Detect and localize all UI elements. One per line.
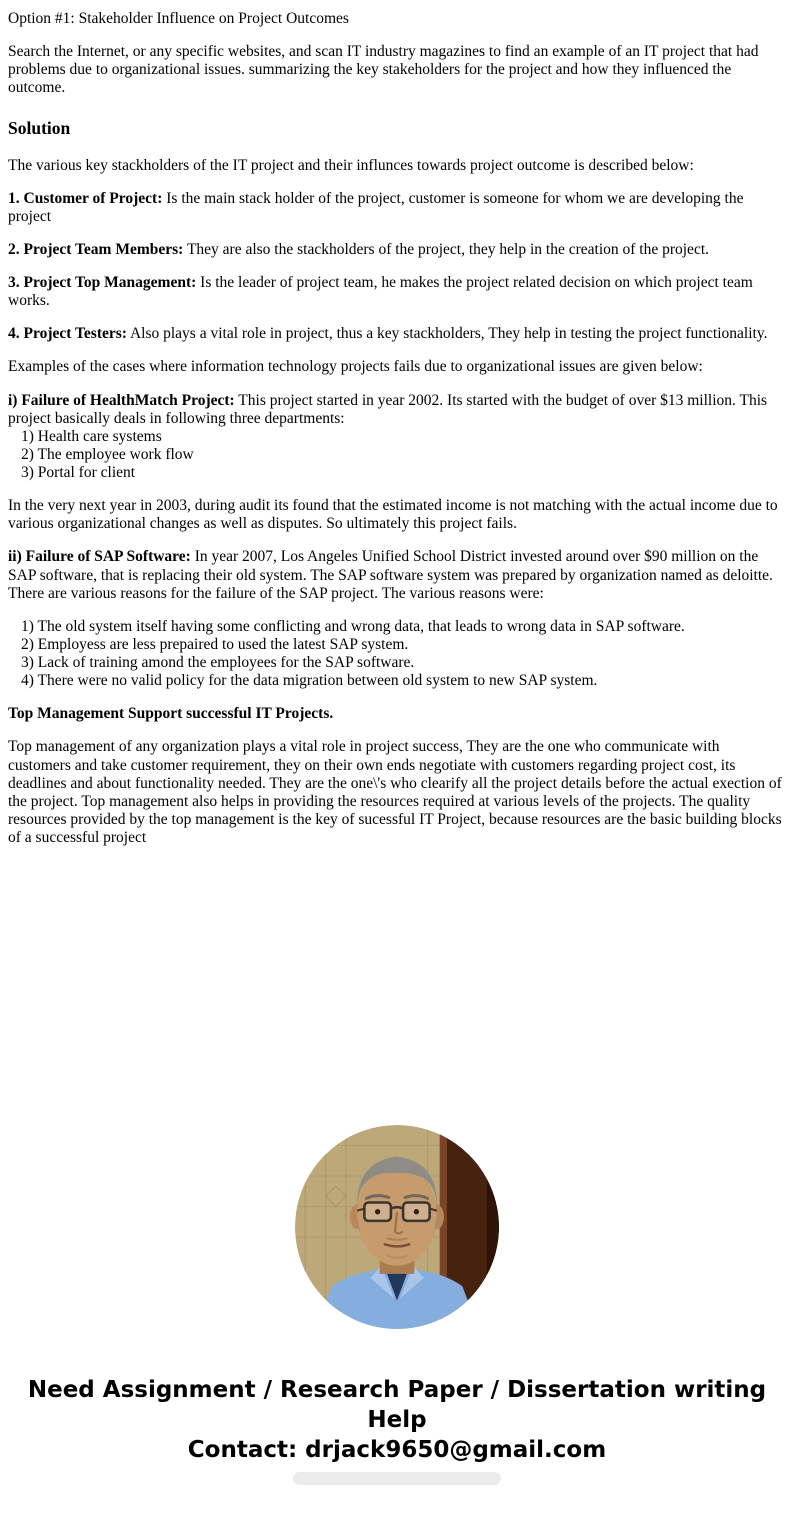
healthmatch-departments-list — [8, 428, 785, 482]
top-management-paragraph: Top management of any organization plays a vital role in project success, They are the one who communicate with customers and take customer requirement, they on their own ends negotiate with customers regarding project cost, its deadlines and about functionality needed. They are the one\'s who clearify all the project details before the actual exection of the project. Top management also helps in providing the resources required at various levels of the projects. The quality resources provided by the top management is the key of sucessful IT Project, because resources are the basic building blocks of a successful project — [8, 738, 782, 846]
stakeholder-top-management-label: 3. Project Top Management: — [8, 274, 197, 291]
person-photo-illustration — [295, 1125, 499, 1329]
example-healthmatch-label: i) Failure of HealthMatch Project: — [8, 391, 235, 409]
stakeholder-team-members-label: 2. Project Team Members: — [8, 240, 184, 258]
stakeholder-top-management-text: Is the leader of project team, he makes the project related decision on which project team works. — [8, 274, 753, 310]
list-item: 4) There were no valid policy for the data migration between old system to new SAP system. — [21, 672, 598, 690]
top-management-heading: Top Management Support successful IT Projects. — [8, 705, 334, 723]
list-item: 3) Lack of training amond the employees for the SAP software. — [21, 654, 415, 671]
footer-contact-email: Contact: drjack9650@gmail.com — [187, 1437, 607, 1464]
list-item: 3) Portal for client — [21, 464, 136, 481]
list-item: 1) The old system itself having some conflicting and wrong data, that leads to wrong data in SAP software. — [21, 617, 685, 635]
stakeholder-team-members — [8, 241, 785, 259]
stakeholder-testers-text: Also plays a vital role in project, thus a key stackholders, They help in testing the project functionality. — [129, 325, 768, 343]
example-healthmatch-text: This project started in year 2002. Its started with the budget of over $13 million. This project basically deals in following three departments: — [8, 391, 768, 427]
footer-help-text: Need Assignment / Research Paper / Dissertation writing Help — [27, 1377, 767, 1434]
solution-heading: Solution — [8, 117, 71, 138]
stakeholder-customer-text: Is the main stack holder of the project, customer is someone for whom we are developing the project — [8, 189, 744, 225]
sap-reasons-list — [8, 618, 785, 691]
example-sap-label: ii) Failure of SAP Software: — [8, 548, 191, 566]
page-title: Option #1: Stakeholder Influence on Project Outcomes — [8, 10, 349, 27]
example-healthmatch — [8, 392, 785, 428]
stakeholder-testers — [8, 325, 785, 343]
intro-paragraph: Search the Internet, or any specific websites, and scan IT industry magazines to find an example of an IT project that had problems due to organizational issues. summarizing the key stakeholders for the project and how they influenced the outcome. — [8, 43, 759, 97]
list-item: 2) Employess are less prepaired to used the latest SAP system. — [21, 635, 409, 653]
example-sap-text: In year 2007, Los Angeles Unified School District invested around over $90 million on the SAP software, that is replacing their old system. The SAP software system was prepared by organization named as deloitte. There are various reasons for the failure of the SAP project. The various reasons were: — [8, 548, 773, 602]
solution-intro: The various key stackholders of the IT project and their influnces towards project outcome is described below: — [8, 156, 694, 174]
stakeholder-customer-label: 1. Customer of Project: — [8, 189, 163, 207]
stakeholder-team-members-text: They are also the stackholders of the project, they help in the creation of the project. — [186, 240, 710, 258]
healthmatch-outcome: In the very next year in 2003, during audit its found that the estimated income is not matching with the actual income due to various organizational changes as well as disputes. So ultimately this project fails. — [8, 497, 778, 533]
list-item: 1) Health care systems — [21, 427, 162, 445]
person-avatar — [295, 1125, 499, 1329]
list-item: 2) The employee work flow — [21, 445, 194, 463]
stakeholder-customer — [8, 190, 785, 226]
avatar-section — [0, 1125, 794, 1329]
stakeholder-testers-label: 4. Project Testers: — [8, 325, 127, 343]
footer — [0, 1375, 794, 1485]
example-sap — [8, 548, 785, 602]
examples-intro: Examples of the cases where information technology projects fails due to organizational issues are given below: — [8, 358, 703, 376]
stakeholder-top-management — [8, 274, 785, 310]
bottom-bar — [293, 1472, 501, 1485]
